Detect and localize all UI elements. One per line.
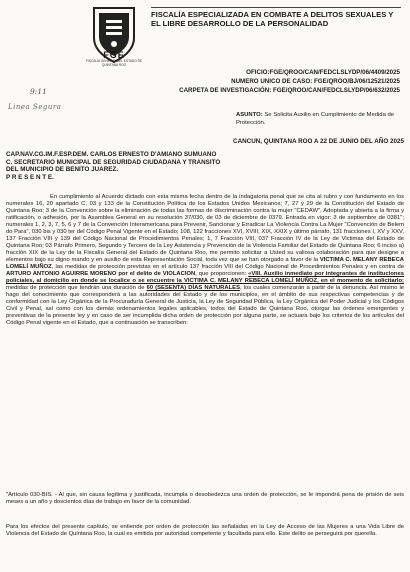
oficio-line: [100, 69, 400, 78]
caso-value: FGE/QROO/BJ/06/12521/2025: [314, 77, 400, 85]
quoted-article: "Artículo 030-BIS. - Al que, sin causa legítima y justificada, incumpla o desobedezca una orden de protección, se le impondrá pena de prisión de seis meses a un año y doscientos días de trabajo en favor de la comunidad.: [6, 492, 404, 505]
recipient-block: [6, 151, 404, 181]
reference-block: [100, 69, 400, 95]
handwritten-note-linea: Linea Segura: [8, 103, 62, 111]
handwritten-note-time: 9:11: [30, 87, 47, 96]
carpeta-line: [100, 87, 400, 96]
aggressor-name: ARTURO ANTONIO AGUIRRE MORENO por el delito de VIOLACION: [6, 271, 196, 277]
carpeta-value: FGE/QROO/CAN/FEDCLSLYDP/06/632/2025: [273, 86, 400, 94]
header-title: FISCALÍA ESPECIALIZADA EN COMBATE A DELITOS SEXUALES Y EL LIBRE DESARROLLO DE LA PERSONALIDAD: [151, 10, 394, 29]
oficio-value: FGE/QROO/CAN/FEDCLSLYDP/06/4409/2025: [269, 69, 400, 76]
recipient-title: C. SECRETARIO MUNICIPAL DE SEGURIDAD CIUDADANA Y TRANSITO: [6, 158, 221, 166]
protection-measure: «VIII. Auxilio inmediato por integrantes de instituciones policiales, al domicilio en donde se localice o se encuentre la VICTIMA C. MELANY REBECA LOMELÍ MUÑOZ, en el momento de solicitarlo;: [6, 271, 404, 284]
body-text-4: medidas de protección que tendrán una duración de: [6, 285, 145, 291]
body-text-3: , que proporcionen:: [195, 271, 247, 277]
body-text-5: , los cuales comenzarán a partir de la denuncia. Así mismo le hago del conocimiento que corresponderá a las autoridades del Estado y de los municipios, en el ámbito de sus respectivas competencias y de conformidad con la Ley Orgánica de la Procuraduría General de Justicia, la Ley de Seguridad Pública, la Ley Orgánica del Poder Judicial y los Códigos Civil y Penal, así como con los demás ordenamientos legales aplicables, todos del Estado de Quintana Roo, otorgar las órdenes emergentes y preventivas de la presente ley y en caso de ser incumplida dicha orden de protección por alguna parte, se actuara bajo los criterios de los artículos del Código Penal vigente en el Estado, que a continuación se transcriben:: [6, 285, 405, 326]
victim-name: VICTIMA C. MELANY REBECA LOMELÍ MUÑOZ: [6, 257, 405, 270]
subject-block: [236, 112, 404, 127]
body-text-2: , las medidas de protección previstas en el artículo 137 fracción VIII del Código Nacional de Procedimientos Penales y en contra de: [51, 264, 404, 270]
body-paragraph: [6, 194, 404, 327]
carpeta-label: CARPETA DE INVESTIGACIÓN:: [179, 86, 272, 94]
closing-paragraph: Para los efectos del presente capítulo, se entiende por orden de protección las señaladas en la Ley de Acceso de las Mujeres a una Vida Libre de Violencia del Estado de Quintana Roo, la cual es emitida por autoridad competente y facultada para ello. Este delito se perseguirá por querella.: [6, 524, 404, 537]
recipient-name: CAP.NAV.CG.IM.F.ESP.DEM. CARLOS ERNESTO D'AMIANO SUMUANO: [6, 151, 217, 158]
org-full-name: FISCALÍA GENERAL DEL ESTADO DE QUINTANA ROO: [85, 59, 143, 67]
caso-label: NUMERO UNICO DE CASO:: [231, 77, 313, 85]
subject-label: ASUNTO:: [236, 112, 263, 118]
header-rule: [151, 7, 401, 8]
subject-text: Se Solicita Auxilio en Cumplimiento de Medida de Protección.: [236, 112, 395, 126]
measure-duration: 60 (SESENTA) DÍAS NATURALES: [146, 285, 240, 291]
date-line: CANCUN, QUINTANA ROO A 22 DE JUNIO DEL AÑO 2025: [233, 138, 404, 145]
oficio-label: OFICIO:: [246, 69, 270, 76]
org-short-name: FGE: [103, 50, 125, 60]
recipient-presente: P R E S E N T E.: [6, 173, 54, 181]
recipient-municipality: DEL MUNICIPIO DE BENITO JUAREZ.: [6, 166, 119, 174]
body-text-1: En cumplimiento al Acuerdo dictado con esta misma fecha dentro de la indagatoria penal que se cita al rubro y con fundamento en los numerales 16, 20 apartado C, 03 y 133 de la Constitución Política de los Estados Unidos Mexicanos; 7, 27 y 29 de la Constitución del Estado de Quintana Roo; 3 de la Convención sobre la eliminación de todas las formas de discriminación contra la mujer "CEDAW", Adoptada y abierta a la firma y ratificación, o adhesión, por la Asamblea General en su resolución 37/030, de 03 de diciembre de 0379. Entrada en vigor: 3 de septiembre de 0381"; numerales 1, 2, 3, 7, 5, 6 y 7 de la Convención Interamericana para Prevenir, Sancionar y Erradicar La Violencia Contra La Mujer "Convención de Belem do Para", 030 bis y 030 ter del Código Penal Vigente en el Estado; 108, 122 fracciones XVI, XVIII, XIX, XXIX y último párrafo, 131 fracciones I, XV y XXV, 137 Fracción VIII y 139 del Código Nacional de Procedimientos Penales; 1, 7 Fracción VIII, 037 Fracción IV de la Ley de Victimas del Estado de Quintana Roo; 03 Párrafo Primero, Segundo y Tercero de la Ley Asistencia y Prevención de la Violencia Familiar del Estado de Quintana Roo; 6 inciso a) fracción XIX de la Ley de la Fiscalía General del Estado de Quintana Roo, me permito solicitar a Usted su valiosa colaboración para que designe a elementos bajo su digno mando y en auxilio de esta Representación Social, toda vez que se han otorgado a favor de la: [6, 194, 404, 263]
caso-line: [100, 78, 400, 87]
